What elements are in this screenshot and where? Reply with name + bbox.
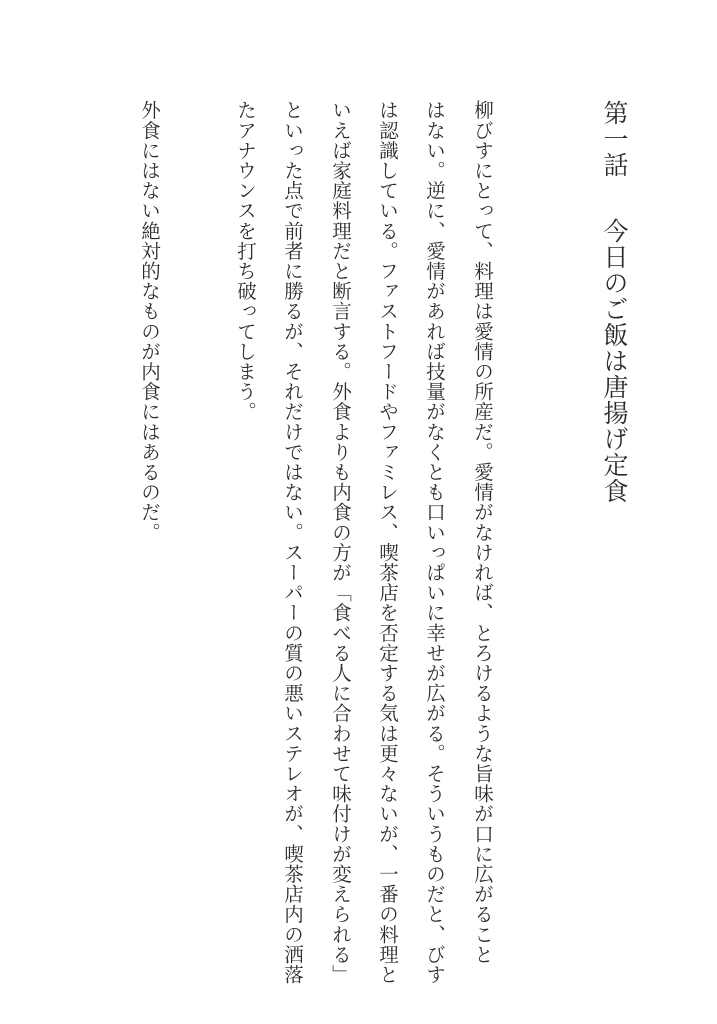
line-5: といった点で前者に勝るが、それだけではない。スーパーの質の悪いステレオが、喫茶店内の洒落 bbox=[281, 100, 304, 985]
chapter-title: 今日のご飯は唐揚げ定食 bbox=[600, 218, 629, 504]
line-2: はない。逆に、愛情があれば技量がなくとも口いっぱいに幸せが広がる。そういうものだと、びす bbox=[423, 100, 446, 985]
body-column-5 bbox=[271, 100, 313, 985]
chapter-number: 第一話 bbox=[600, 100, 629, 178]
line-4: いえば家庭料理だと断言する。外食よりも内食の方が「食べる人に合わせて味付けが変えられる」 bbox=[329, 100, 352, 985]
line-6: たアナウンスを打ち破ってしまう。 bbox=[234, 100, 257, 422]
body-column-2 bbox=[413, 100, 455, 985]
body-column-3 bbox=[366, 100, 408, 985]
body-column-4 bbox=[319, 100, 361, 985]
line-7: 外食にはない絶対的なものが内食にはあるのだ。 bbox=[138, 100, 161, 543]
line-1: 柳びすにとって、料理は愛情の所産だ。愛情がなければ、とろけるような旨味が口に広がること bbox=[471, 100, 494, 965]
body-column-6 bbox=[224, 100, 266, 960]
chapter-heading bbox=[596, 100, 632, 980]
line-3: は認識している。ファストフードやファミレス、喫茶店を否定する気は更々ないが、一番の料理と bbox=[376, 100, 399, 985]
body-column-1 bbox=[461, 100, 503, 965]
